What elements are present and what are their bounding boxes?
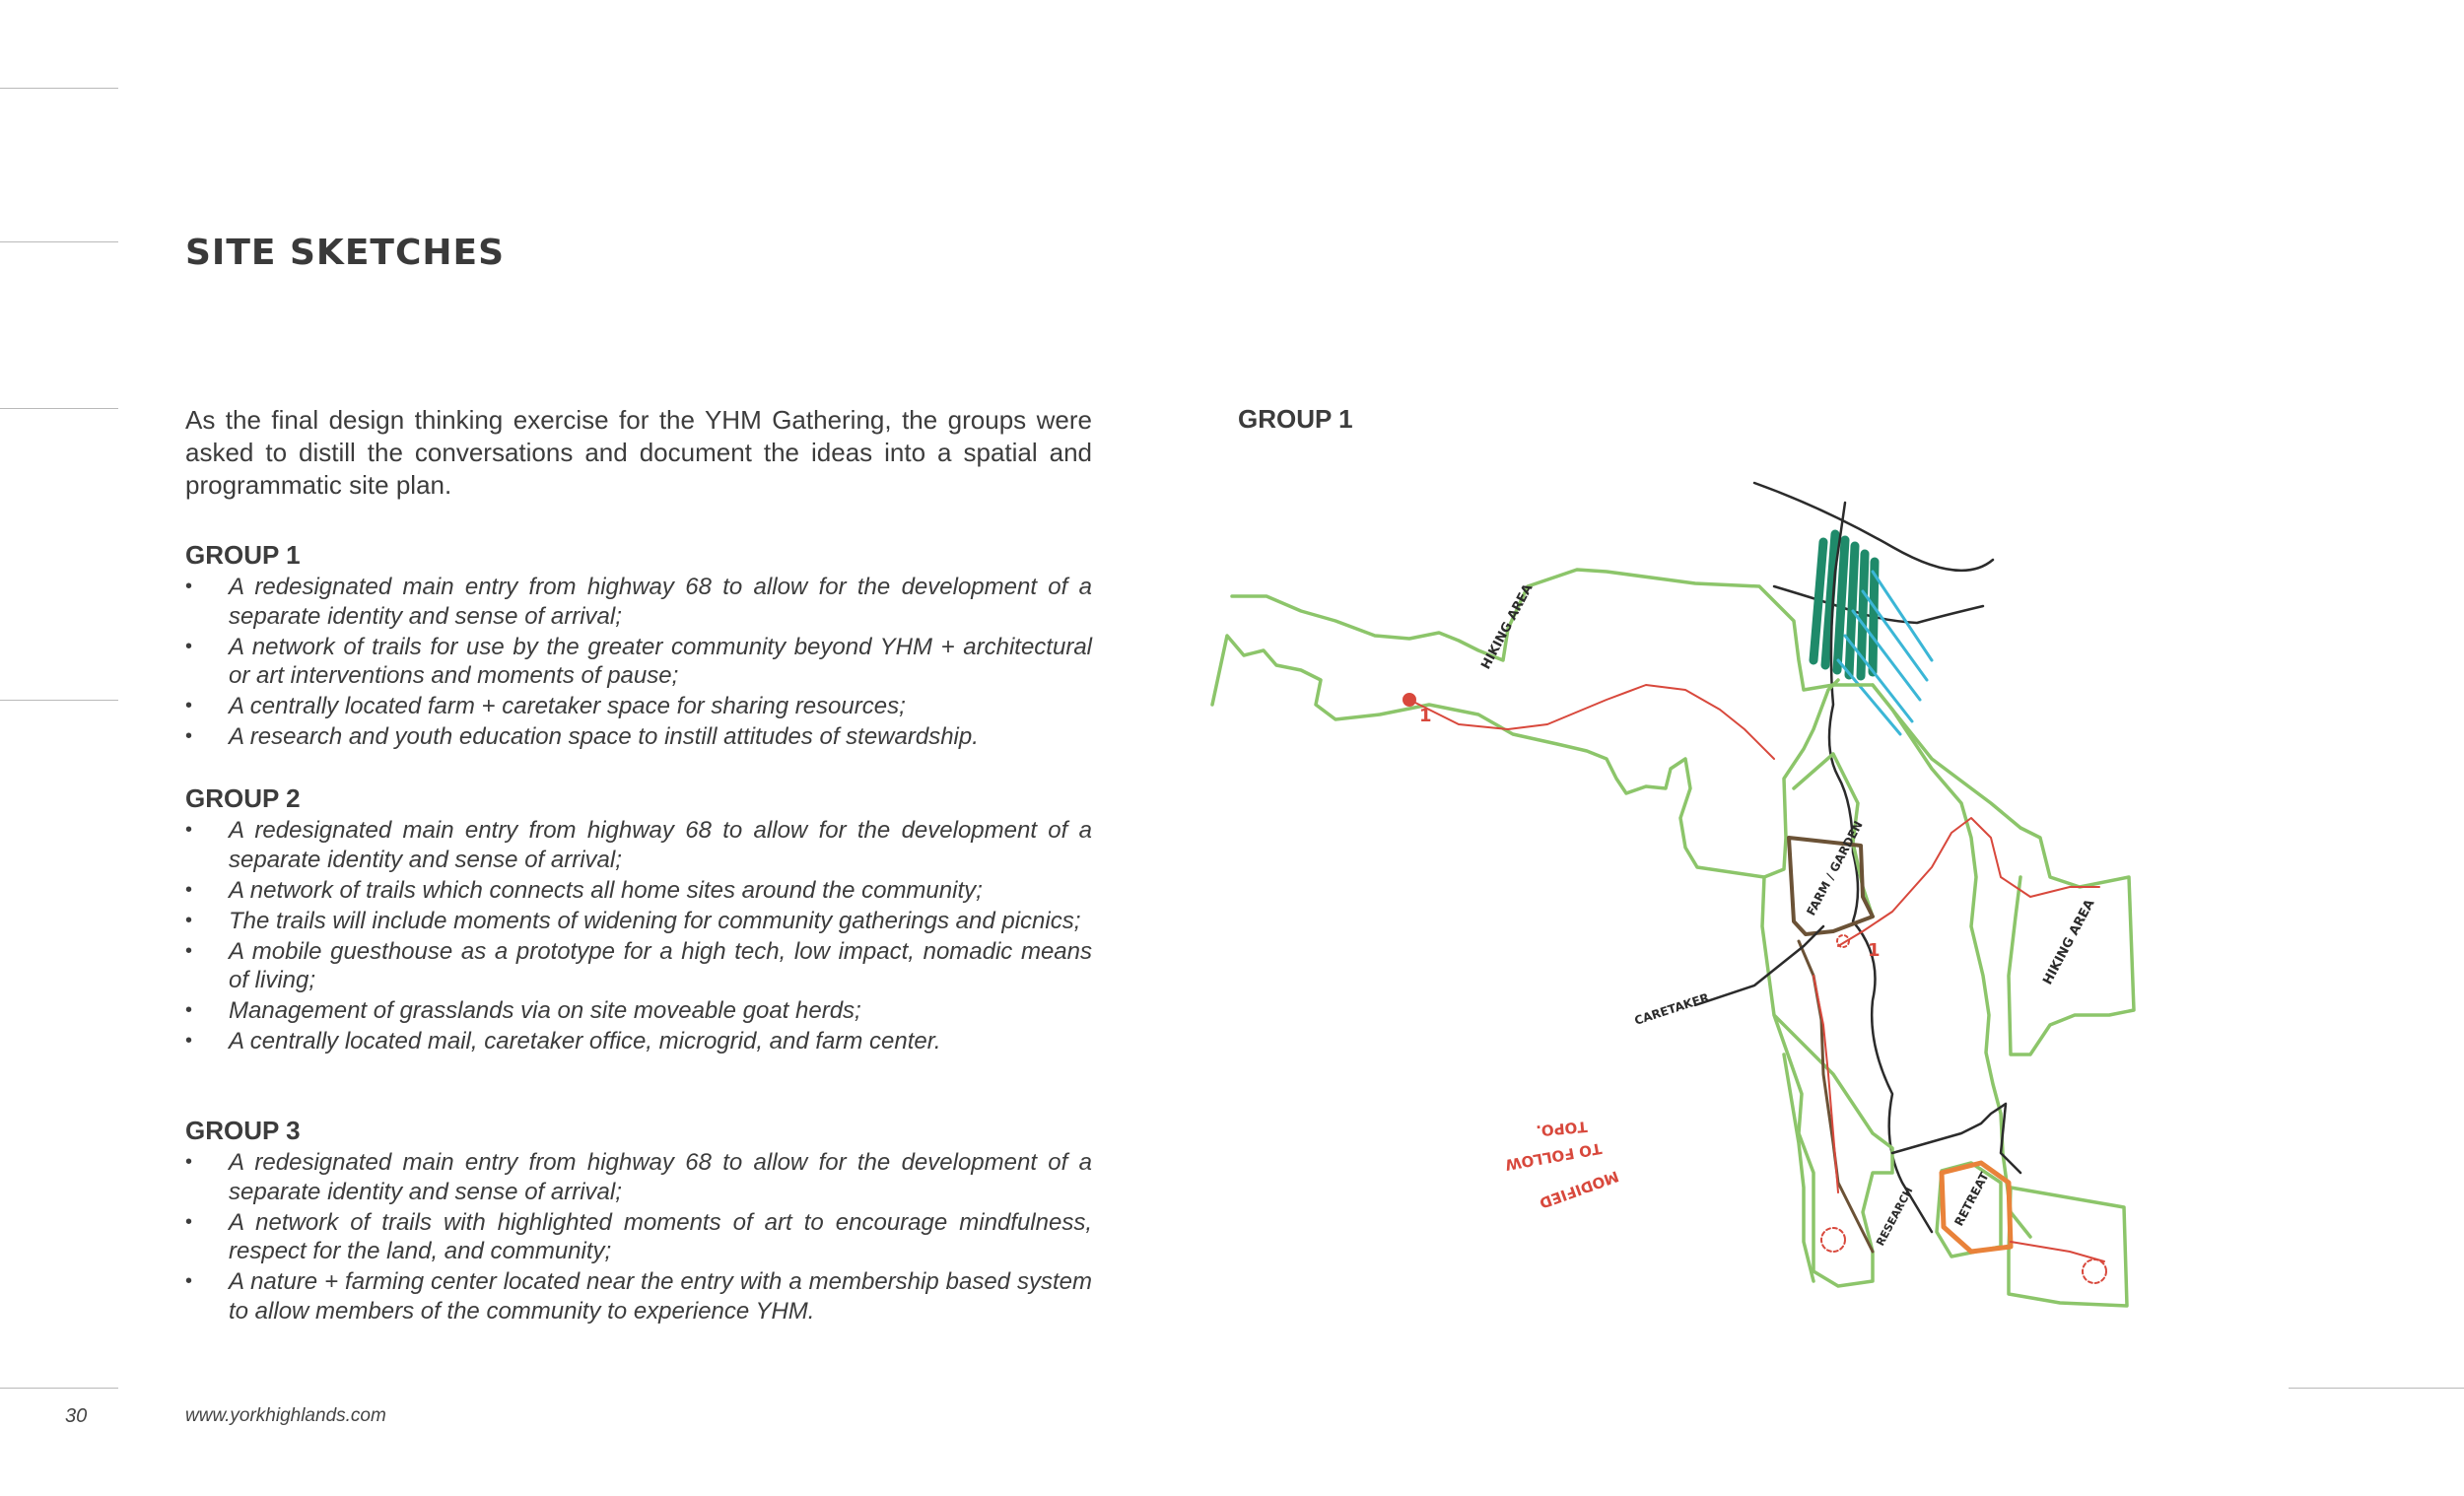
trail-number-label: 1 [1868, 940, 1881, 961]
bullet: • [185, 819, 193, 841]
list-item [185, 722, 1092, 752]
list-item-text: A mobile guesthouse as a prototype for a high tech, low impact, nomadic means of living; [229, 937, 1092, 993]
list-item [185, 633, 1092, 691]
trail-west [1409, 685, 1774, 759]
group-3-section [185, 1116, 1092, 1327]
list-item-text: Management of grasslands via on site moveable goat herds; [229, 997, 861, 1024]
list-item [185, 996, 1092, 1026]
list-item-text: A nature + farming center located near the entry with a membership based system to allow members of the community to experience YHM. [229, 1268, 1092, 1325]
southeast-parcel-1 [2009, 1188, 2127, 1306]
list-item [185, 1267, 1092, 1326]
highway-line [1754, 483, 1993, 571]
bullet: • [185, 1030, 193, 1052]
list-item-text: A redesignated main entry from highway 68 to allow for the development of a separate identity and sense of arrival; [229, 817, 1092, 873]
list-item-text: A network of trails for use by the greater community beyond YHM + architectural or art interventions and moments of pause; [229, 633, 1092, 689]
hiking-area-label: HIKING AREA [2040, 897, 2098, 987]
footer-rule-right [2289, 1388, 2464, 1389]
caretaker-label: CARETAKER [1632, 990, 1711, 1028]
road-line [1774, 586, 1983, 623]
list-item [185, 816, 1092, 874]
list-item [185, 1027, 1092, 1056]
farm-garden-label: FARM / GARDEN [1804, 818, 1866, 918]
list-item-text: A redesignated main entry from highway 68 to allow for the development of a separate identity and sense of arrival; [229, 574, 1092, 630]
sketch-heading: GROUP 1 [1238, 404, 1353, 434]
list-item [185, 573, 1092, 631]
to-follow-label: TO FOLLOW [1503, 1139, 1604, 1174]
list-item [185, 1148, 1092, 1206]
list-item-text: A network of trails which connects all home sites around the community; [229, 876, 983, 904]
brown-trail [1799, 941, 1873, 1252]
margin-rule [0, 241, 118, 242]
west-parcel [1232, 570, 2030, 1237]
group-heading: GROUP 3 [185, 1116, 301, 1145]
caretaker-pointer [1695, 926, 1823, 1005]
west-parcel-lower [1212, 636, 1838, 877]
site-sketch [1183, 463, 2168, 1321]
list-item-text: A centrally located mail, caretaker office, microgrid, and farm center. [229, 1028, 941, 1054]
footer-rule-left [0, 1388, 118, 1389]
group-1-section [185, 540, 1092, 753]
intro-paragraph: As the final design thinking exercise for the YHM Gathering, the groups were asked to distill the conversations and document the ideas into a spatial and programmatic site plan. [185, 405, 1092, 500]
topo-label: TOPO. [1535, 1118, 1589, 1140]
research-label: RESEARCH [1874, 1185, 1916, 1249]
margin-rule [0, 408, 118, 409]
list-item-text: A network of trails with highlighted moments of art to encourage mindfulness, respect for the land, and community; [229, 1208, 1092, 1264]
group-heading: GROUP 2 [185, 783, 301, 813]
margin-rule [0, 700, 118, 701]
list-item [185, 937, 1092, 995]
list-item-text: The trails will include moments of widening for community gatherings and picnics; [229, 907, 1081, 934]
trail-marker-south [1821, 1228, 1845, 1252]
list-item [185, 876, 1092, 906]
hiking-area-label: HIKING AREA [1478, 581, 1537, 672]
bullet: • [185, 576, 193, 597]
margin-rule [0, 88, 118, 89]
page-number: 30 [65, 1405, 88, 1427]
list-item [185, 907, 1092, 936]
central-parcel [1762, 877, 1892, 1286]
bullet: • [185, 909, 193, 931]
footer-url: www.yorkhighlands.com [185, 1405, 386, 1426]
group-list [185, 816, 1092, 1056]
list-item-text: A redesignated main entry from highway 68 to allow for the development of a separate identity and sense of arrival; [229, 1149, 1092, 1205]
trail-number-label: 1 [1419, 706, 1432, 726]
trail-marker-west [1403, 694, 1415, 706]
list-item [185, 692, 1092, 721]
group-list [185, 1148, 1092, 1326]
east-parcel-border [1873, 685, 2020, 828]
bullet: • [185, 1151, 193, 1173]
modified-label: MODIFIED [1537, 1167, 1621, 1212]
bullet: • [185, 635, 193, 657]
retreat-label: RETREAT [1951, 1170, 1992, 1229]
bullet: • [185, 1270, 193, 1292]
group-heading: GROUP 1 [185, 540, 301, 570]
trail-southeast [2011, 1242, 2104, 1261]
bullet: • [185, 695, 193, 716]
bullet: • [185, 999, 193, 1021]
list-item [185, 1208, 1092, 1266]
entry-hatch [1814, 534, 1875, 676]
group-2-section [185, 783, 1092, 1057]
bullet: • [185, 878, 193, 901]
list-item-text: A research and youth education space to instill attitudes of stewardship. [229, 723, 979, 750]
group-list [185, 573, 1092, 752]
list-item-text: A centrally located farm + caretaker space for sharing resources; [229, 693, 906, 719]
bullet: • [185, 939, 193, 962]
page-title: SITE SKETCHES [185, 233, 506, 273]
bullet: • [185, 725, 193, 747]
bullet: • [185, 1210, 193, 1233]
trail-marker-southeast [2083, 1259, 2106, 1283]
